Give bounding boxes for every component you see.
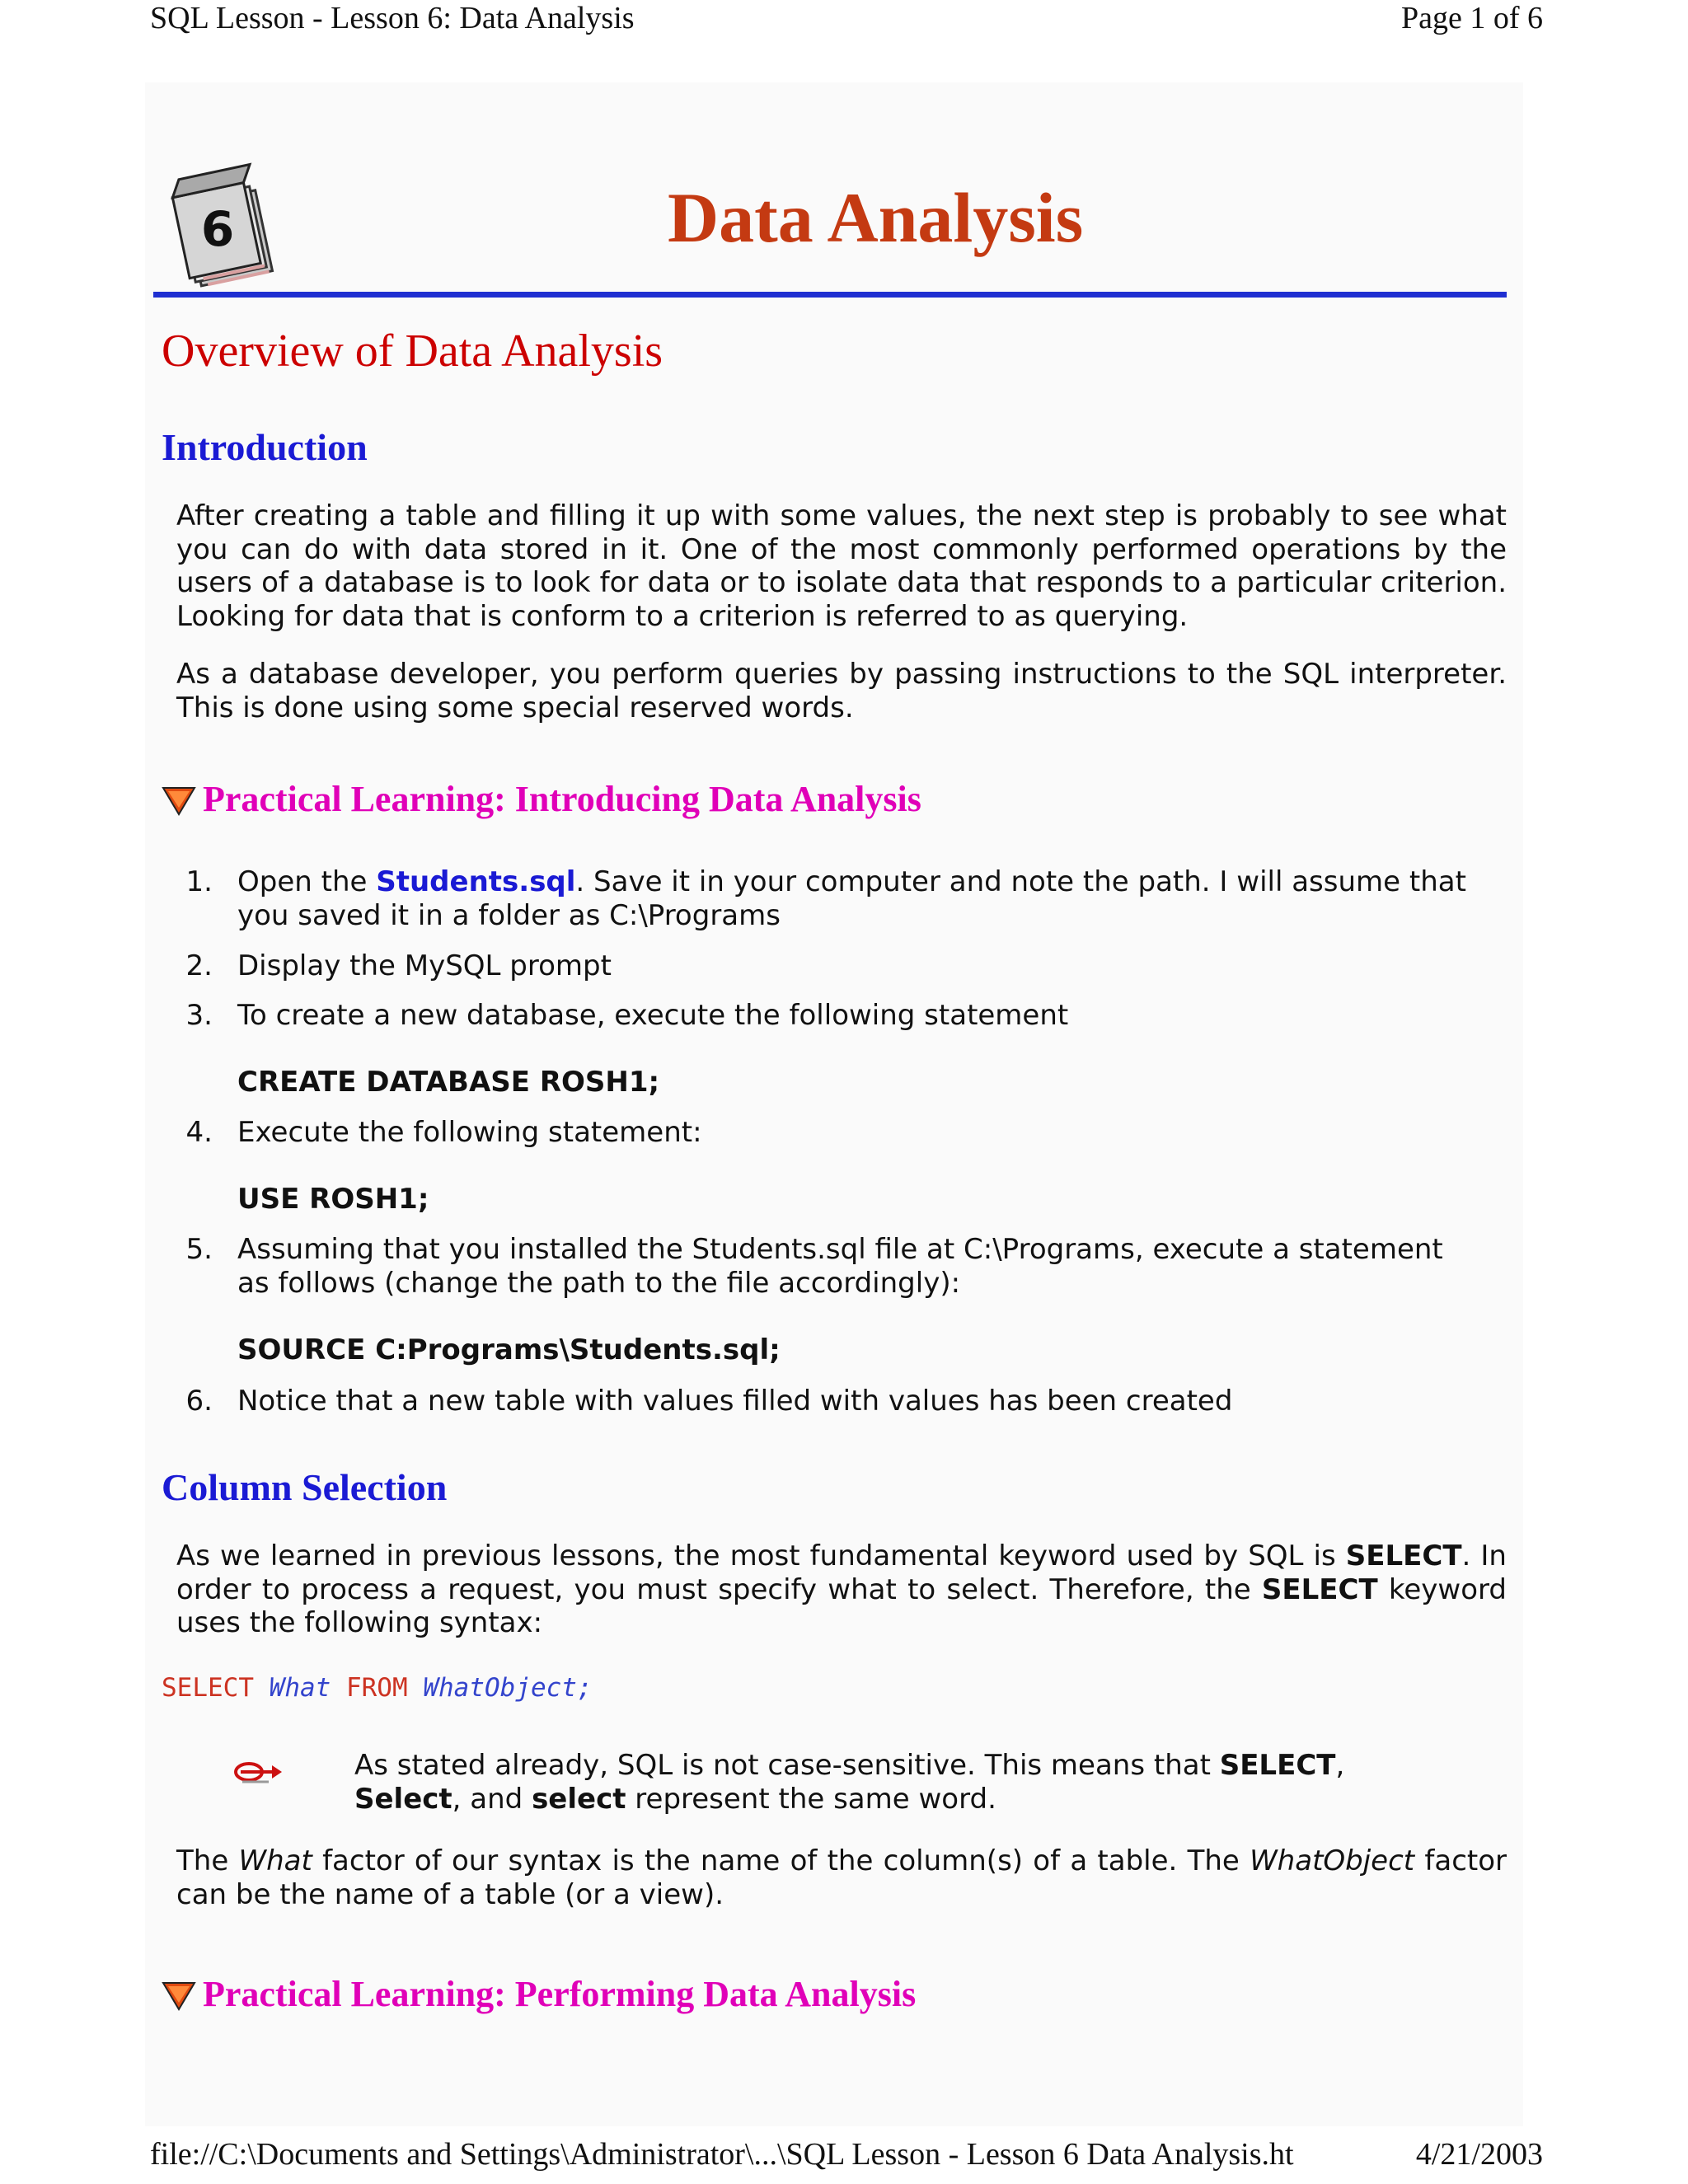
- practical-learning-icon: [162, 783, 196, 816]
- column-selection-paragraph: As we learned in previous lessons, the most fundamental keyword used by SQL is SELECT. In order to process a request, you must specify what to select. Therefore, the SELECT keyword uses the following syntax:: [176, 1540, 1507, 1639]
- what-factor-paragraph: The What factor of our syntax is the name of the column(s) of a table. The WhatObject factor can be the name of a table (or a view).: [176, 1844, 1507, 1911]
- practical-learning-icon: [162, 1978, 196, 2011]
- print-footer-date: 4/21/2003: [1415, 2137, 1543, 2172]
- step-number: 1.: [185, 865, 213, 898]
- page-content: [145, 82, 1523, 2126]
- introduction-heading: Introduction: [162, 426, 368, 468]
- note-pointer-icon: [232, 1757, 284, 1787]
- introduction-paragraph-2: As a database developer, you perform queries by passing instructions to the SQL interpreter. This is done using some special reserved words.: [176, 658, 1507, 724]
- print-header-page: Page 1 of 6: [1400, 1, 1543, 35]
- students-sql-link[interactable]: Students.sql: [376, 865, 576, 898]
- step-3-code: CREATE DATABASE ROSH1;: [237, 1066, 660, 1099]
- practical-learning-1-heading: Practical Learning: Introducing Data Analysis: [203, 779, 921, 819]
- print-footer-path: file://C:\Documents and Settings\Administrator\...\SQL Lesson - Lesson 6 Data Analysis.ht: [150, 2137, 1294, 2172]
- lesson-badge-number: 6: [200, 201, 235, 257]
- title-divider: [153, 292, 1507, 298]
- case-sensitivity-note: As stated already, SQL is not case-sensitive. This means that SELECT, Select, and select represent the same word.: [354, 1749, 1345, 1816]
- step-4-text: Execute the following statement:: [237, 1116, 702, 1149]
- introduction-paragraph-1: After creating a table and filling it up with some values, the next step is probably to see what you can do with data stored in it. One of the most commonly performed operations by the users of a database is to look for data or to isolate data that responds to a particular criterion. Looking for data that is conform to a criterion is referred to as querying.: [176, 499, 1507, 633]
- step-number: 2.: [185, 949, 213, 982]
- step-4-code: USE ROSH1;: [237, 1183, 429, 1216]
- step-1-text: Open the Students.sql. Save it in your computer and note the path. I will assume that you saved it in a folder as C:\Programs: [237, 865, 1466, 932]
- step-2-text: Display the MySQL prompt: [237, 949, 612, 982]
- step-number: 5.: [185, 1233, 213, 1266]
- practical-learning-2-heading: Practical Learning: Performing Data Analysis: [203, 1974, 917, 2014]
- print-header-title: SQL Lesson - Lesson 6: Data Analysis: [150, 1, 635, 35]
- lesson-badge-icon: [157, 157, 288, 297]
- step-number: 4.: [185, 1116, 213, 1149]
- page-title: Data Analysis: [668, 178, 1084, 257]
- step-number: 6.: [185, 1385, 213, 1418]
- select-syntax: SELECT What FROM WhatObject;: [162, 1673, 593, 1703]
- step-5-code: SOURCE C:Programs\Students.sql;: [237, 1333, 781, 1366]
- step-5-text: Assuming that you installed the Students.sql file at C:\Programs, execute a statement as follows (change the path to the file accordingly):: [237, 1233, 1443, 1300]
- step-number: 3.: [185, 999, 213, 1032]
- step-3-text: To create a new database, execute the following statement: [237, 999, 1069, 1032]
- overview-heading: Overview of Data Analysis: [162, 326, 663, 377]
- column-selection-heading: Column Selection: [162, 1466, 448, 1508]
- step-6-text: Notice that a new table with values filled with values has been created: [237, 1385, 1233, 1418]
